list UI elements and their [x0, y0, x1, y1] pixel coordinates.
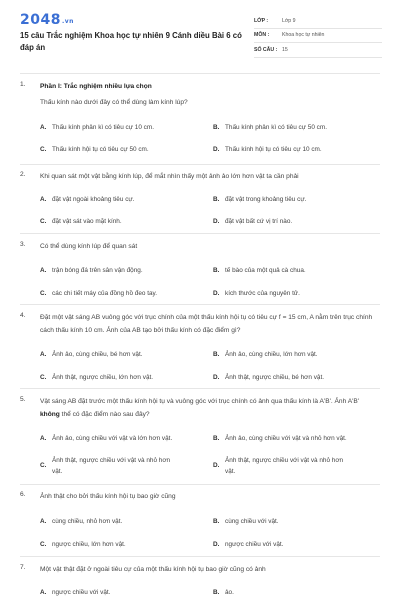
- question-7: 7. Một vật thật đặt ở ngoài tiêu cự của một thấu kính hội tụ bao giờ cũng có ảnh A. ngược chiều với vật. B. ảo.: [20, 564, 380, 600]
- question-number: 6.: [20, 491, 26, 498]
- question-2: 2. Khi quan sát một vật bằng kính lúp, để mắt nhìn thấy một ảnh ảo lớn hơn vật ta cần phải A. đặt vật ngoài khoảng tiêu cự. B. đặt vật trong khoảng tiêu cự. C. đặt vật sát vào mặt kính. D. đặt vật bất cứ vị trí nào.: [20, 171, 380, 229]
- meta-row-count: [254, 43, 382, 58]
- question-text: Vật sáng AB đặt trước một thấu kính hội tụ và vuông góc với trục chính có ảnh qua thấu kính là A'B'. Ảnh A'B' không thể có đặc điểm nào sau đây?: [40, 398, 360, 418]
- meta-row-grade: [254, 14, 382, 29]
- divider: [20, 164, 380, 165]
- section-heading: Phần I: Trắc nghiệm nhiều lựa chọn: [40, 83, 152, 90]
- meta-table: [254, 14, 382, 58]
- question-4: 4. Đặt một vật sáng AB vuông góc với trục chính của một thấu kính hội tụ có tiêu cự f = 15 cm, A nằm trên trục chính cách thấu kính 10 cm. Ảnh của AB tạo bởi thấu kính có đặc điểm gì? A. Ảnh ảo, cùng chiều, bé hơn vật. B. Ảnh ảo, cùng chiều, lớn hơn vật. C. Ảnh thật, ngược chiều, lớn hơn vật. D. Ảnh thật, ngược chiều, bé hơn vật.: [20, 312, 380, 384]
- divider: [20, 484, 380, 485]
- question-5: 5. Vật sáng AB đặt trước một thấu kính hội tụ và vuông góc với trục chính có ảnh qua thấu kính là A'B'. Ảnh A'B' không thể có đặc điểm nào sau đây? A. Ảnh ảo, cùng chiều với vật và lớn hơn vật. B. Ảnh ảo, cùng chiều với vật và nhỏ hơn vật. C. Ảnh thật, ngược chiều với vật và nhỏ hơn vật. D. Ảnh thật, ngược chiều với vật và nhỏ hơn vật.: [20, 396, 380, 482]
- meta-value: 15: [282, 46, 288, 53]
- emphasis-not: không: [40, 410, 60, 418]
- question-number: 2.: [20, 171, 26, 178]
- divider: [20, 233, 380, 234]
- question-number: 3.: [20, 241, 26, 248]
- logo-suffix: .vn: [61, 18, 74, 25]
- question-text: Một vật thật đặt ở ngoài tiêu cự của một thấu kính hội tụ bao giờ cũng có ảnh: [40, 566, 266, 573]
- meta-key: SỐ CÂU :: [254, 46, 278, 53]
- question-text: Khi quan sát một vật bằng kính lúp, để mắt nhìn thấy một ảnh ảo lớn hơn vật ta cần phải: [40, 173, 299, 180]
- meta-value: Khoa học tự nhiên: [282, 32, 325, 39]
- meta-key: MÔN :: [254, 32, 270, 39]
- question-3: 3. Có thể dùng kính lúp để quan sát A. trận bóng đá trên sân vận động. B. tế bào của một quả cà chua. C. các chi tiết máy của đồng hồ đeo tay. D. kích thước của nguyên tử.: [20, 241, 380, 299]
- page-title: 15 câu Trắc nghiệm Khoa học tự nhiên 9 Cánh diều Bài 6 có đáp án: [20, 31, 242, 52]
- question-text: Có thể dùng kính lúp để quan sát: [40, 243, 138, 250]
- divider: [20, 388, 380, 389]
- page-header: [0, 0, 400, 68]
- question-text: Ảnh thật cho bởi thấu kính hội tụ bao giờ cũng: [40, 493, 176, 500]
- question-number: 7.: [20, 564, 26, 571]
- divider: [20, 304, 380, 305]
- meta-row-subject: [254, 29, 382, 44]
- question-1: 1. Phần I: Trắc nghiệm nhiều lựa chọn Thấu kính nào dưới đây có thể dùng làm kính lúp? A. Thấu kính phân kì có tiêu cự 10 cm. B. Thấu kính phân kì có tiêu cự 50 cm. C. Thấu kính hội tụ có tiêu cự 50 cm. D. Thấu kính hội tụ có tiêu cự 10 cm.: [20, 81, 380, 153]
- logo-text: 2048: [20, 12, 61, 28]
- site-logo[interactable]: [20, 12, 74, 28]
- question-number: 1.: [20, 81, 26, 88]
- question-text: Đặt một vật sáng AB vuông góc với trục chính của một thấu kính hội tụ có tiêu cự f = 15 cm, A nằm trên trục chính cách thấu kính 10 cm. Ảnh của AB tạo bởi thấu kính có đặc điểm gì?: [40, 314, 373, 334]
- question-number: 4.: [20, 312, 26, 319]
- meta-key: LỚP :: [254, 17, 269, 24]
- question-6: 6. Ảnh thật cho bởi thấu kính hội tụ bao giờ cũng A. cùng chiều, nhỏ hơn vật. B. cùng chiều với vật. C. ngược chiều, lớn hơn vật. D. ngược chiều với vật.: [20, 491, 380, 551]
- divider: [20, 556, 380, 557]
- question-number: 5.: [20, 396, 26, 403]
- meta-value: Lớp 9: [282, 17, 296, 24]
- question-text: Thấu kính nào dưới đây có thể dùng làm kính lúp?: [40, 99, 188, 106]
- divider: [20, 73, 380, 74]
